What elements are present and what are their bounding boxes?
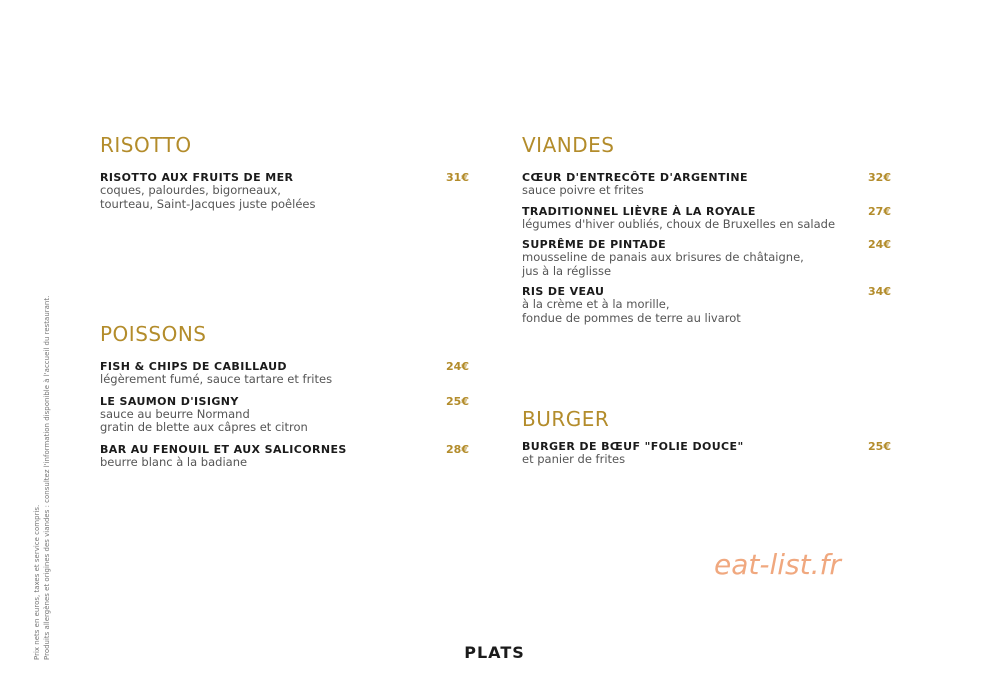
menu-item (100, 395, 469, 435)
menu-item (522, 285, 891, 325)
dish-price: 25€ (446, 394, 469, 408)
dish-price: 24€ (868, 238, 891, 251)
menu-item (522, 205, 891, 232)
menu-item (522, 440, 891, 467)
dish-price: 32€ (868, 171, 891, 184)
menu-item (522, 171, 891, 198)
section-title: POISSONS (100, 322, 207, 346)
dish-name: RISOTTO AUX FRUITS DE MER (100, 171, 294, 184)
page-title: PLATS (464, 643, 525, 662)
dish-description: sauce poivre et frites (522, 183, 644, 197)
watermark: eat-list.fr (714, 548, 841, 581)
dish-name: LE SAUMON D'ISIGNY (100, 394, 239, 408)
legal-note (32, 296, 52, 660)
dish-name: TRADITIONNEL LIÈVRE À LA ROYALE (522, 204, 756, 218)
dish-name: RIS DE VEAU (522, 285, 605, 298)
menu-item (522, 238, 891, 278)
dish-price: 28€ (446, 442, 469, 456)
section-viandes (522, 133, 891, 325)
dish-name: SUPRÊME DE PINTADE (522, 238, 667, 251)
section-risotto (100, 133, 469, 211)
dish-price: 31€ (446, 171, 469, 184)
dish-price: 25€ (868, 440, 891, 453)
dish-description: sauce au beurre Normand gratin de blette aux câpres et citron (100, 406, 308, 434)
section-title: VIANDES (522, 133, 615, 157)
section-title: RISOTTO (100, 133, 192, 157)
legal-note-line: Produits allergènes et origines des viandes : consultez l'information disponible à l'accueil du restaurant. (43, 295, 51, 660)
menu-item (100, 443, 469, 470)
dish-price: 24€ (446, 360, 469, 373)
section-title: BURGER (522, 407, 610, 431)
dish-description: à la crème et à la morille, fondue de pommes de terre au livarot (522, 297, 741, 325)
menu-item (100, 171, 469, 211)
section-burger (522, 407, 891, 467)
dish-description: légumes d'hiver oubliés, choux de Bruxelles en salade (522, 216, 836, 231)
dish-name: BAR AU FENOUIL ET AUX SALICORNES (100, 442, 347, 456)
dish-price: 27€ (868, 204, 891, 218)
dish-description: et panier de frites (522, 452, 626, 466)
section-poissons (100, 322, 469, 469)
dish-price: 34€ (868, 285, 891, 298)
dish-description: légèrement fumé, sauce tartare et frites (100, 372, 333, 386)
legal-note-line: Prix nets en euros, taxes et service compris. (33, 504, 41, 660)
dish-description: coques, palourdes, bigorneaux, tourteau, Saint-Jacques juste poêlées (100, 183, 316, 211)
dish-name: FISH & CHIPS DE CABILLAUD (100, 360, 287, 373)
menu-item (100, 360, 469, 387)
dish-description: beurre blanc à la badiane (100, 454, 248, 469)
dish-name: BURGER DE BŒUF "FOLIE DOUCE" (522, 440, 744, 453)
dish-description: mousseline de panais aux brisures de châtaigne, jus à la réglisse (522, 250, 804, 278)
dish-name: CŒUR D'ENTRECÔTE D'ARGENTINE (522, 171, 748, 184)
